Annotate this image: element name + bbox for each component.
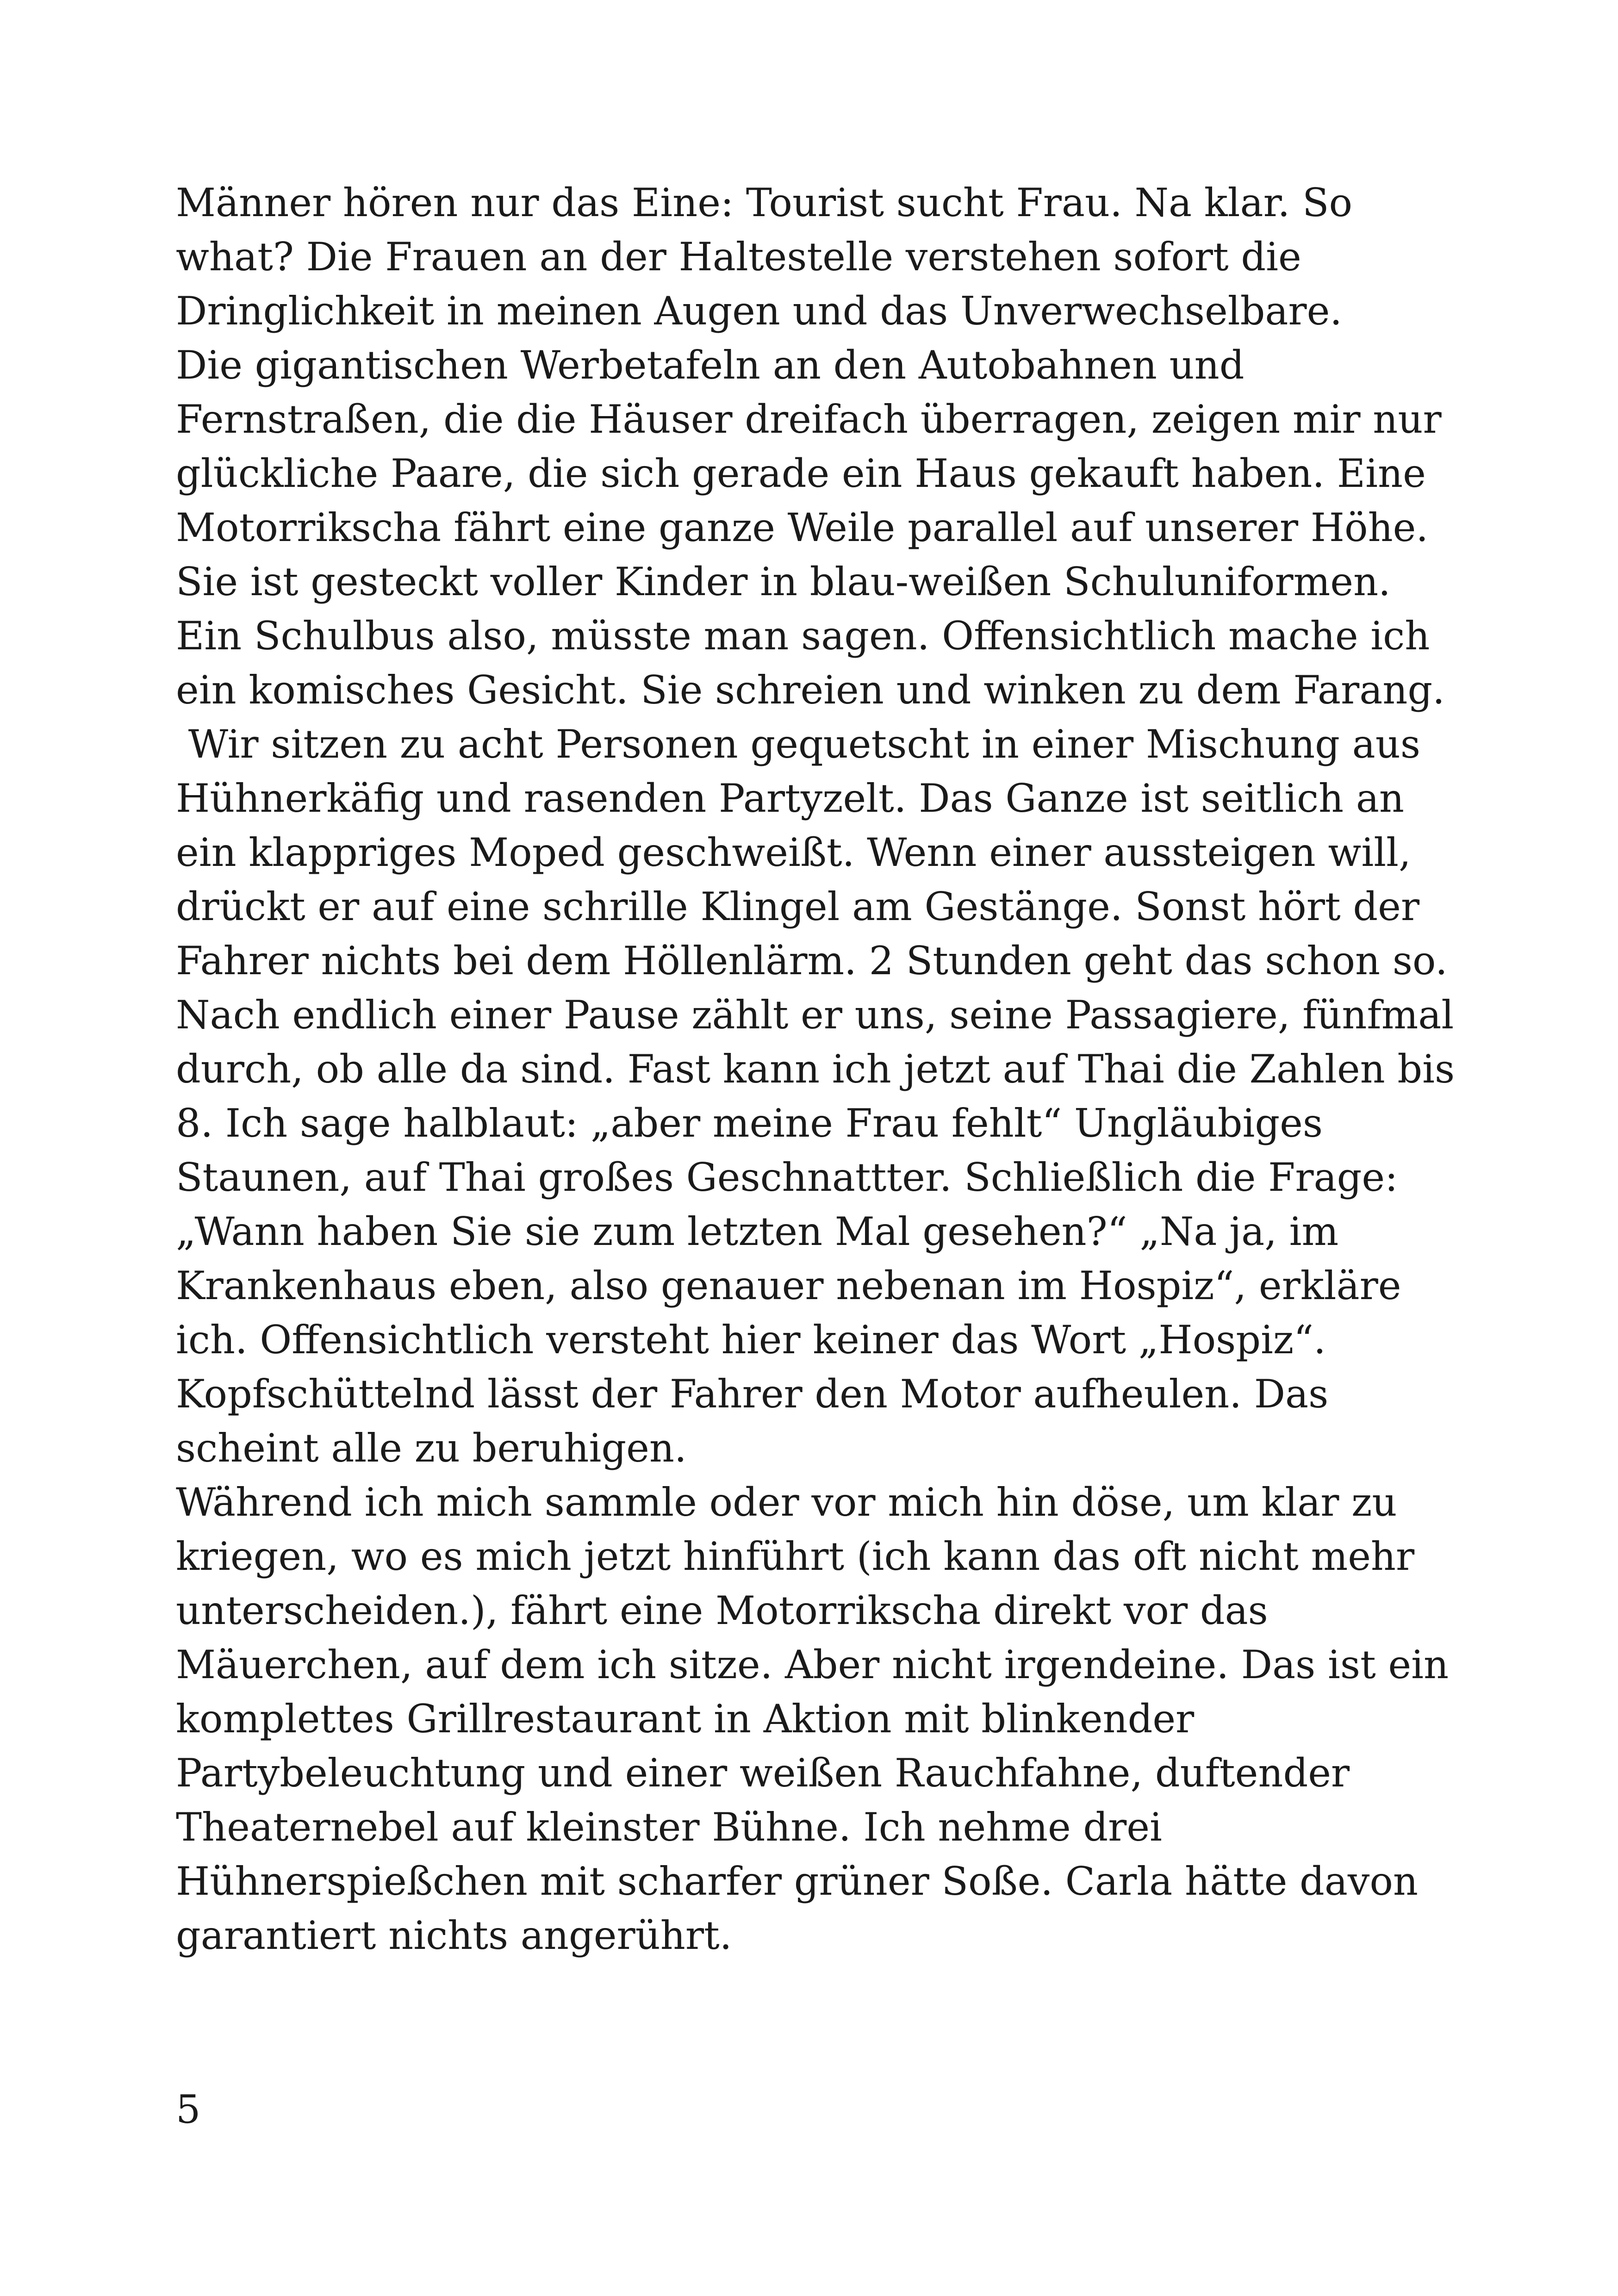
text-line: Mäuerchen, auf dem ich sitze. Aber nicht irgendeine. Das ist ein: [176, 1642, 1449, 1687]
text-line: Krankenhaus eben, also genauer nebenan im Hospiz“, erkläre: [176, 1263, 1401, 1308]
page-number: 5: [176, 2087, 201, 2132]
text-line: kriegen, wo es mich jetzt hinführt (ich kann das oft nicht mehr: [176, 1534, 1415, 1579]
text-line: Männer hören nur das Eine: Tourist sucht Frau. Na klar. So: [176, 180, 1353, 225]
text-line: 8. Ich sage halblaut: „aber meine Frau fehlt“ Ungläubiges: [176, 1101, 1323, 1146]
text-line: ein komisches Gesicht. Sie schreien und winken zu dem Farang.: [176, 667, 1445, 713]
text-line: what? Die Frauen an der Haltestelle verstehen sofort die: [176, 234, 1301, 280]
text-line: unterscheiden.), fährt eine Motorrikscha direkt vor das: [176, 1588, 1268, 1633]
text-line: komplettes Grillrestaurant in Aktion mit blinkender: [176, 1696, 1195, 1742]
text-line: Hühnerkäfig und rasenden Partyzelt. Das Ganze ist seitlich an: [176, 776, 1404, 821]
text-line: Hühnerspießchen mit scharfer grüner Soße. Carla hätte davon: [176, 1859, 1419, 1904]
text-line: glückliche Paare, die sich gerade ein Haus gekauft haben. Eine: [176, 451, 1426, 496]
text-line: ein klappriges Moped geschweißt. Wenn einer aussteigen will,: [176, 830, 1411, 875]
text-line: „Wann haben Sie sie zum letzten Mal gesehen?“ „Na ja, im: [176, 1209, 1339, 1254]
text-line: Ein Schulbus also, müsste man sagen. Offensichtlich mache ich: [176, 613, 1430, 659]
text-line: Kopfschüttelnd lässt der Fahrer den Motor aufheulen. Das: [176, 1371, 1329, 1417]
text-line: Staunen, auf Thai großes Geschnattter. Schließlich die Frage:: [176, 1155, 1398, 1200]
text-line: Fernstraßen, die die Häuser dreifach überragen, zeigen mir nur: [176, 397, 1442, 442]
text-line: Sie ist gesteckt voller Kinder in blau-weißen Schuluniformen.: [176, 559, 1391, 604]
text-line: Während ich mich sammle oder vor mich hin döse, um klar zu: [176, 1480, 1397, 1525]
text-line: Motorrikscha fährt eine ganze Weile parallel auf unserer Höhe.: [176, 505, 1429, 550]
text-line: Nach endlich einer Pause zählt er uns, seine Passagiere, fünfmal: [176, 992, 1454, 1038]
text-line: Fahrer nichts bei dem Höllenlärm. 2 Stunden geht das schon so.: [176, 938, 1448, 983]
text-line: scheint alle zu beruhigen.: [176, 1425, 687, 1471]
text-line: drückt er auf eine schrille Klingel am Gestänge. Sonst hört der: [176, 884, 1419, 929]
text-line: garantiert nichts angerührt.: [176, 1913, 732, 1958]
text-line: Partybeleuchtung und einer weißen Rauchfahne, duftender: [176, 1750, 1350, 1796]
text-line: durch, ob alle da sind. Fast kann ich jetzt auf Thai die Zahlen bis: [176, 1046, 1455, 1092]
body-text: [176, 176, 1472, 1963]
text-line: ich. Offensichtlich versteht hier keiner das Wort „Hospiz“.: [176, 1317, 1326, 1363]
text-line: Theaternebel auf kleinster Bühne. Ich nehme drei: [176, 1804, 1162, 1850]
text-line: Dringlichkeit in meinen Augen und das Unverwechselbare.: [176, 288, 1342, 334]
text-line: Wir sitzen zu acht Personen gequetscht in einer Mischung aus: [176, 722, 1420, 767]
text-line: Die gigantischen Werbetafeln an den Autobahnen und: [176, 342, 1245, 388]
